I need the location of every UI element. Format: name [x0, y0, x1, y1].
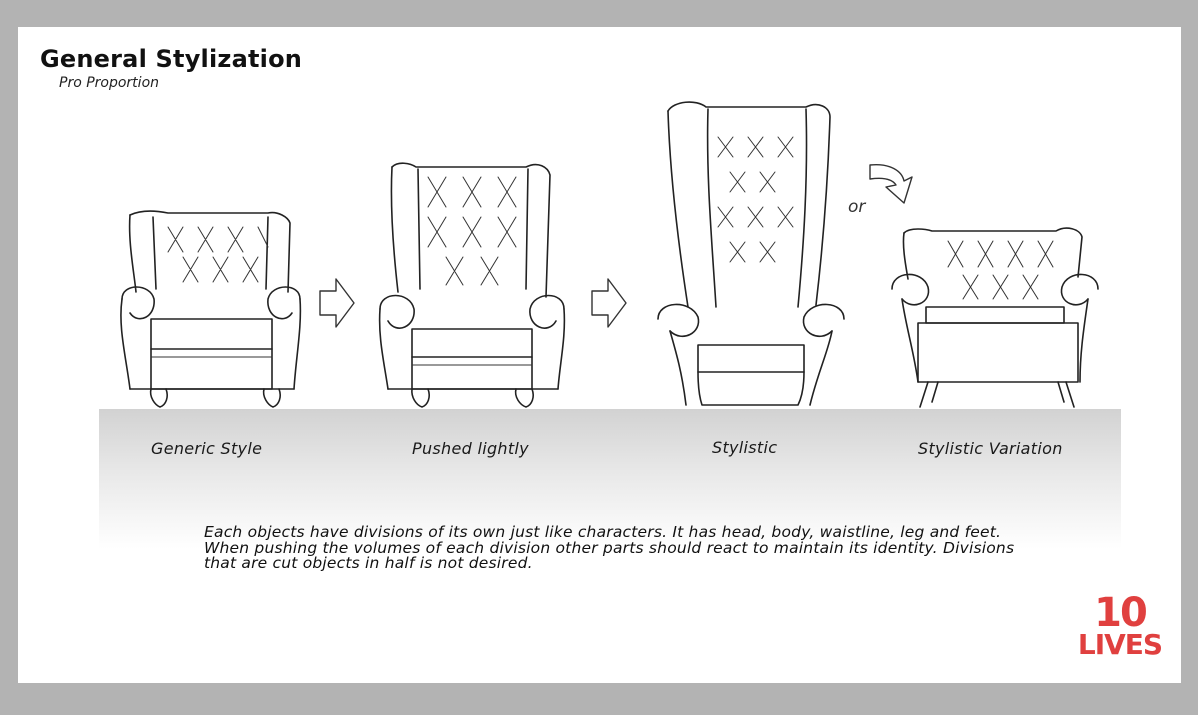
chair-label-variation: Stylistic Variation [918, 439, 1063, 458]
description-text: Each objects have divisions of its own just like characters. It has head, body, waistline, leg and feet. When pushing the volumes of each division other parts should react to maintain its identity. Divisions that are cut objects in half is not desired. [204, 523, 1015, 572]
page-subtitle: Pro Proportion [59, 75, 160, 91]
armchair-variation-sketch [892, 228, 1098, 407]
logo-word: LIVES [1077, 628, 1163, 661]
chair-label-generic: Generic Style [151, 439, 263, 458]
arrow-right-icon [320, 279, 354, 327]
armchair-generic-sketch [121, 211, 300, 407]
chair-sketches [18, 27, 1181, 683]
page-title: General Stylization [40, 45, 303, 73]
logo-number: 10 [1094, 590, 1146, 636]
armchair-stylistic-sketch [658, 102, 844, 405]
arrow-right-icon [592, 279, 626, 327]
armchair-pushed-sketch [380, 163, 565, 407]
ten-lives-logo [1070, 590, 1170, 661]
chair-label-pushed: Pushed lightly [412, 439, 529, 458]
concept-sheet [18, 27, 1181, 683]
curved-arrow-icon [870, 165, 912, 203]
chair-label-stylistic: Stylistic [712, 438, 778, 457]
or-annotation: or [848, 197, 866, 217]
